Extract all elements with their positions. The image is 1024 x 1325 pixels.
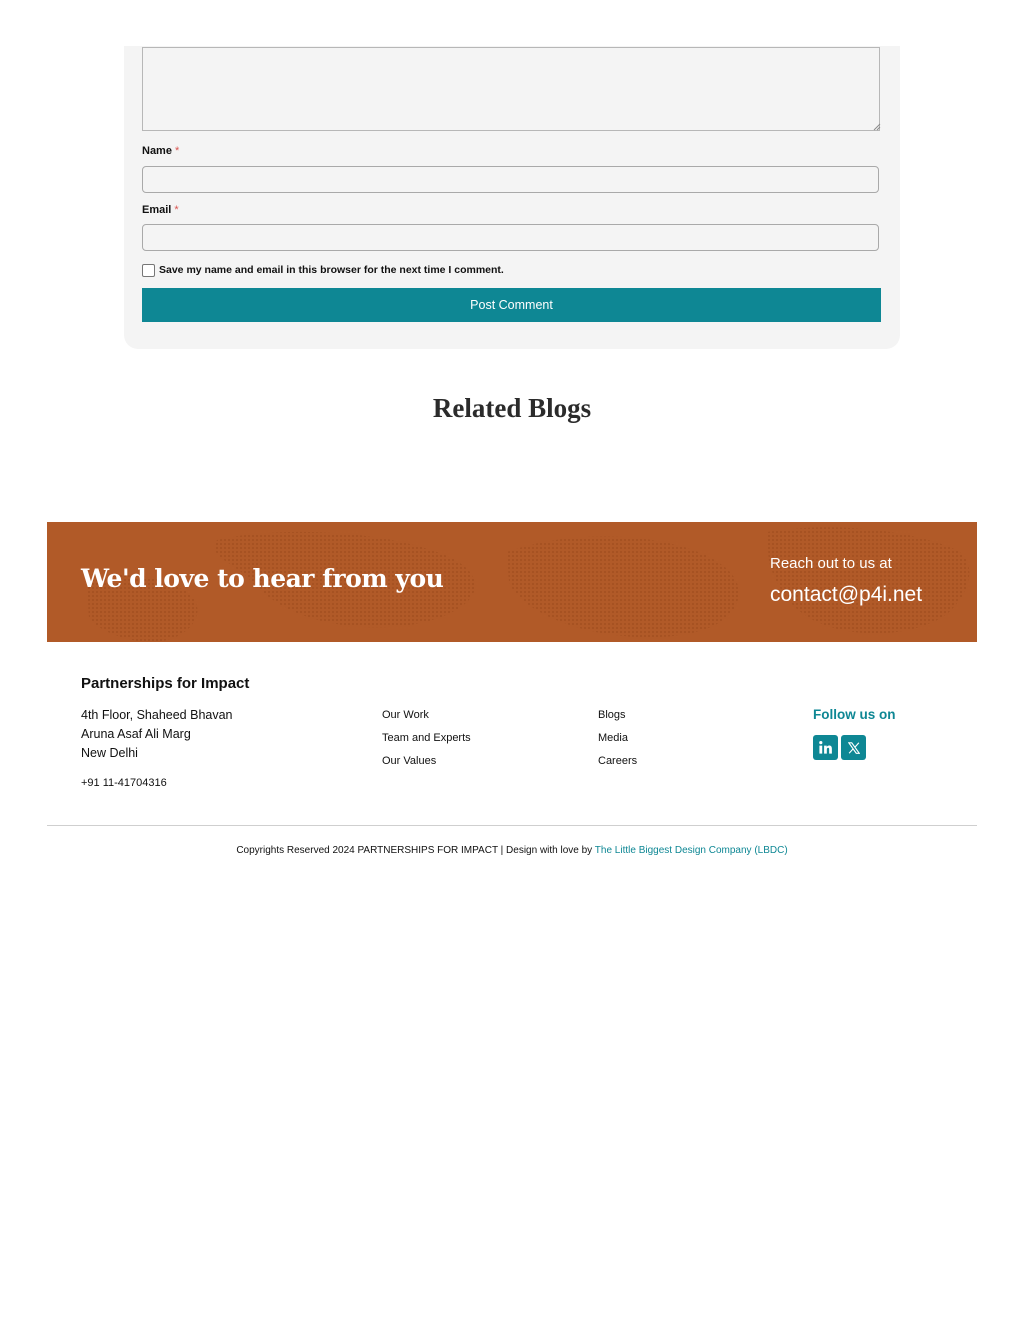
footer-link-our-work[interactable]: Our Work	[382, 709, 429, 721]
linkedin-button[interactable]	[813, 735, 838, 760]
footer-link-careers[interactable]: Careers	[598, 755, 638, 767]
email-label	[142, 204, 179, 216]
footer-link-media[interactable]: Media	[598, 732, 628, 744]
name-label-text: Name	[142, 145, 172, 157]
resize-grip-icon[interactable]	[873, 123, 881, 131]
footer-link-blogs[interactable]: Blogs	[598, 709, 626, 721]
save-consent-checkbox[interactable]	[142, 264, 155, 277]
related-blogs-heading: Related Blogs	[432, 393, 592, 423]
email-required-marker: *	[174, 204, 179, 216]
follow-us-label: Follow us on	[813, 707, 896, 722]
footer-link-our-values[interactable]: Our Values	[382, 755, 437, 767]
contact-banner	[47, 522, 977, 642]
address-line: Aruna Asaf Ali Marg	[81, 727, 191, 741]
name-required-marker: *	[174, 145, 180, 157]
email-input[interactable]	[142, 224, 879, 251]
save-consent-row	[142, 263, 504, 277]
email-label-text: Email	[142, 204, 172, 216]
comment-textarea[interactable]	[142, 47, 880, 131]
copyright-text: Copyrights Reserved 2024 PARTNERSHIPS FOR IMPACT | Design with love by	[236, 845, 595, 856]
post-comment-button[interactable]: Post Comment	[142, 288, 881, 322]
copyright-bar	[0, 845, 1024, 856]
footer-address	[81, 706, 233, 763]
contact-email-link[interactable]: contact@p4i.net	[770, 583, 923, 606]
footer-links-col2	[598, 704, 637, 773]
cta-headline: We'd love to hear from you	[81, 564, 444, 593]
designer-link[interactable]: The Little Biggest Design Company (LBDC)	[594, 845, 788, 856]
linkedin-icon	[818, 740, 833, 755]
footer-org-name: Partnerships for Impact	[81, 675, 250, 692]
footer-divider	[47, 825, 977, 826]
comment-form	[124, 46, 900, 349]
address-line: 4th Floor, Shaheed Bhavan	[81, 708, 233, 722]
footer-link-team-experts[interactable]: Team and Experts	[382, 732, 471, 744]
footer-links-col1	[382, 704, 471, 773]
x-button[interactable]	[841, 735, 866, 760]
x-icon	[848, 742, 860, 754]
name-label	[142, 145, 179, 157]
cta-reach-text: Reach out to us at	[770, 555, 892, 572]
name-input[interactable]	[142, 166, 879, 193]
address-line: New Delhi	[81, 746, 138, 760]
footer-phone: +91 11-41704316	[81, 777, 167, 789]
save-consent-label[interactable]: Save my name and email in this browser for the next time I comment.	[159, 264, 504, 276]
